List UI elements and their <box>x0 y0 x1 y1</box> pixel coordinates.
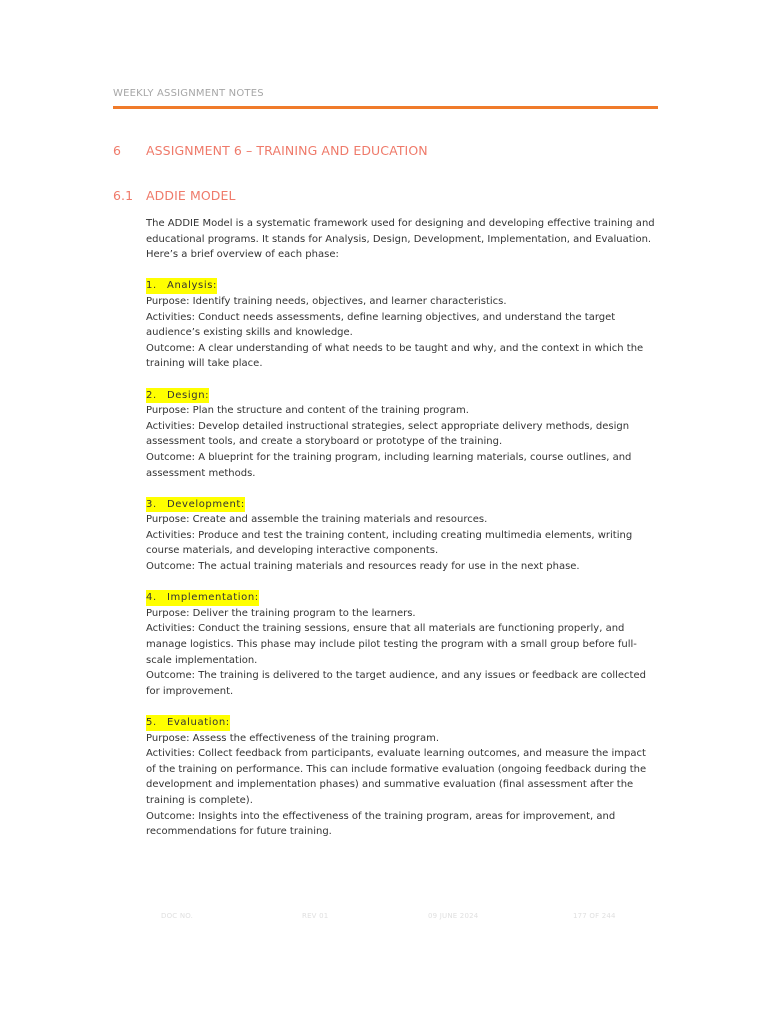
phase-number: 2. <box>146 389 157 401</box>
phase-evaluation <box>146 715 658 840</box>
phase-title-highlight <box>146 278 217 294</box>
phase-analysis <box>146 278 658 372</box>
phase-number: 5. <box>146 717 157 728</box>
phase-activities: Activities: Collect feedback from participants, evaluate learning outcomes, and measure the impact of the training on performance. This can include formative evaluation (ongoing feedback during the development and implementation phases) and summative evaluation (final assessment after the training is complete). <box>146 748 647 806</box>
phase-title-highlight <box>146 590 259 606</box>
phase-activities: Activities: Produce and test the training content, including creating multimedia elements, writing course materials, and developing interactive components. <box>146 529 633 557</box>
subsection-title: ADDIE MODEL <box>146 188 236 203</box>
phase-design <box>146 388 658 482</box>
phase-activities: Activities: Conduct needs assessments, define learning objectives, and understand the target audience’s existing skills and knowledge. <box>146 311 616 339</box>
phase-outcome: Outcome: The training is delivered to the target audience, and any issues or feedback are collected for improvement. <box>146 670 646 697</box>
phase-number: 1. <box>146 280 157 292</box>
section-number: 6 <box>113 143 122 158</box>
footer-date: 09 JUNE 2024 <box>428 912 479 920</box>
phase-title: Design: <box>167 389 210 401</box>
running-header-title: WEEKLY ASSIGNMENT NOTES <box>113 88 264 99</box>
section-title: ASSIGNMENT 6 – TRAINING AND EDUCATION <box>146 143 428 158</box>
subsection-heading <box>113 188 236 203</box>
footer-page-number: 177 OF 244 <box>573 912 616 920</box>
phase-title: Development: <box>167 498 245 510</box>
phase-outcome: Outcome: A blueprint for the training program, including learning materials, course outlines, and assessment methods. <box>146 451 632 479</box>
phase-activities: Activities: Develop detailed instructional strategies, select appropriate delivery methods, design assessment tools, and create a storyboard or prototype of the training. <box>146 420 630 448</box>
phase-purpose: Purpose: Plan the structure and content of the training program. <box>146 405 469 417</box>
phase-outcome: Outcome: Insights into the effectiveness of the training program, areas for improvement, and recommendations for future training. <box>146 810 616 838</box>
section-heading <box>113 143 428 158</box>
phase-outcome: Outcome: A clear understanding of what needs to be taught and why, and the context in which the training will take place. <box>146 342 644 370</box>
body-content <box>146 216 658 855</box>
phase-development <box>146 497 658 575</box>
phase-number: 3. <box>146 498 157 510</box>
phase-purpose: Purpose: Identify training needs, objectives, and learner characteristics. <box>146 295 507 307</box>
subsection-number: 6.1 <box>113 188 134 203</box>
phase-purpose: Purpose: Create and assemble the training materials and resources. <box>146 514 488 526</box>
phase-number: 4. <box>146 592 157 604</box>
phase-title-highlight <box>146 497 245 513</box>
header-divider <box>113 106 658 109</box>
phase-title: Analysis: <box>167 280 217 292</box>
footer-doc-no: DOC NO. <box>161 912 194 920</box>
phase-title: Evaluation: <box>167 717 230 728</box>
footer-revision: REV 01 <box>302 912 329 920</box>
phase-purpose: Purpose: Assess the effectiveness of the training program. <box>146 732 440 744</box>
phase-purpose: Purpose: Deliver the training program to the learners. <box>146 607 416 619</box>
phase-title: Implementation: <box>167 592 259 604</box>
phase-title-highlight <box>146 715 230 731</box>
phase-activities: Activities: Conduct the training sessions, ensure that all materials are functioning properly, and manage logistics. This phase may include pilot testing the program with a small group before full-scale implementation. <box>146 623 637 666</box>
phase-implementation <box>146 590 658 699</box>
intro-paragraph: The ADDIE Model is a systematic framework used for designing and developing effective training and educational programs. It stands for Analysis, Design, Development, Implementation, and Evaluation. Here’s a brief overview of each phase: <box>146 218 655 261</box>
phase-outcome: Outcome: The actual training materials and resources ready for use in the next phase. <box>146 561 580 573</box>
phase-title-highlight <box>146 388 209 404</box>
